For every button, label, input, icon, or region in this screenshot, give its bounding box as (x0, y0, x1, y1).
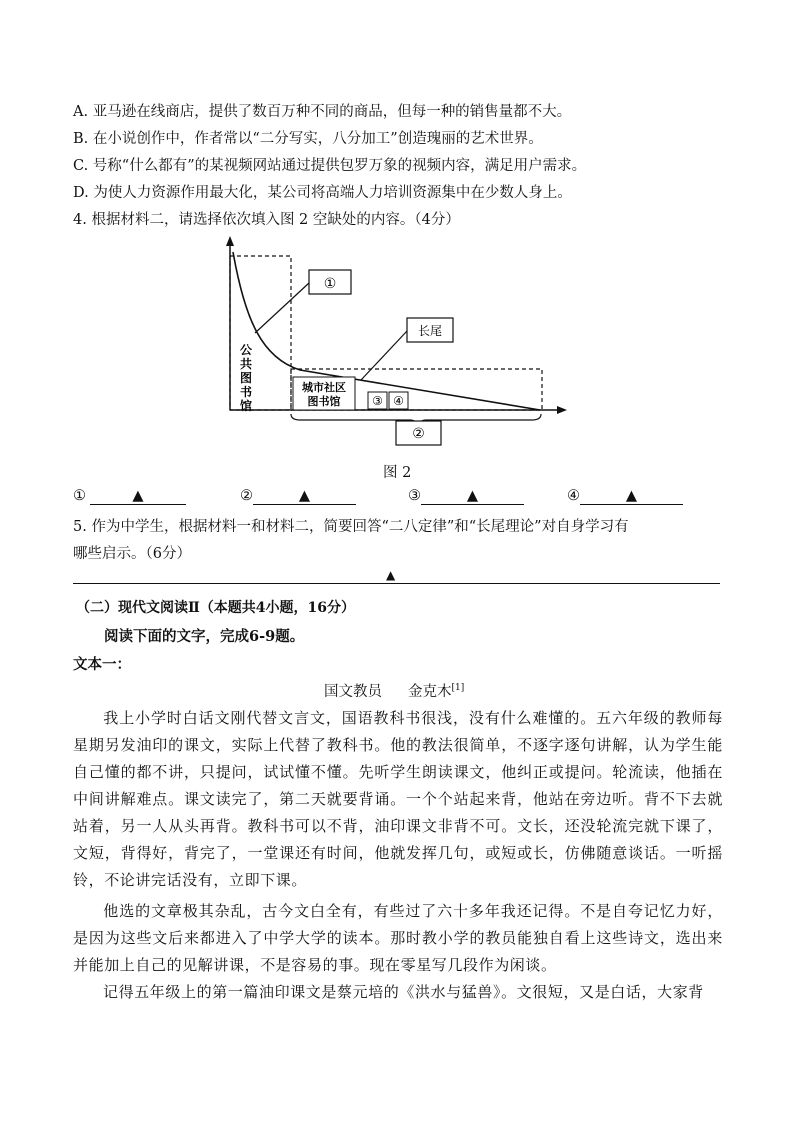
answer-3-blank[interactable] (421, 488, 524, 505)
option-a: A. 亚马逊在线商店，提供了数百万种不同的商品，但每一种的销售量都不大。 (73, 104, 572, 120)
answer-line (73, 583, 720, 584)
long-tail-label: 长尾 (417, 324, 443, 338)
answer-row-2 (240, 488, 356, 505)
long-tail-curve (233, 252, 540, 410)
paragraph-1 (73, 705, 723, 894)
text-label: 文本一： (73, 656, 131, 673)
answer-4-marker: ▲ (625, 488, 638, 504)
paragraph-1-text: 我上小学时白话文刚代替文言文，国语教科书很浅，没有什么难懂的。五六年级的教师每星期另发油印的课文，实际上代替了教科书。他的教法很简单，不逐字逐句讲解，认为学生能自己懂的都不讲，只提问，试试懂不懂。先听学生朗读课文，他纠正或提问。轮流读，他插在中间讲解难点。课文读完了，第二天就要背诵。一个个站起来背，他站在旁边听。背不下去就站着，另一人从头再背。教科书可以不背，油印课文非背不可。文长，还没轮流完就下课了，文短，背得好，背完了，一堂课还有时间，他就发挥几句，或短或长，仿佛随意谈话。一听摇铃，不论讲完话没有，立即下课。 (73, 709, 723, 889)
article-heading (324, 680, 464, 701)
figure-caption: 图 2 (383, 465, 412, 481)
question-4: 4. 根据材料二，请选择依次填入图 2 空缺处的内容。（4分） (73, 212, 460, 228)
option-c: C. 号称“什么都有”的某视频网站通过提供包罗万象的视频内容，满足用户需求。 (73, 158, 587, 174)
article-title: 国文教员 (324, 684, 382, 700)
answer-3-label: ③ (408, 488, 421, 504)
answer-1-blank[interactable] (90, 488, 186, 505)
answer-3-marker: ▲ (466, 488, 479, 504)
y-axis-arrow (226, 236, 234, 246)
paragraph-3 (73, 979, 723, 1006)
paragraph-3-text: 记得五年级上的第一篇油印课文是蔡元培的《洪水与猛兽》。文很短，又是白话，大家背 (103, 983, 704, 1001)
option-b: B. 在小说创作中，作者常以“二分写实，八分加工”创造瑰丽的艺术世界。 (73, 131, 543, 147)
pointer-line-tail (361, 331, 407, 380)
pointer-line-1 (255, 283, 309, 333)
city-lib-label-2: 图书馆 (307, 395, 341, 408)
blank-box-1-label: ① (323, 276, 337, 292)
public-lib-char-1: 公 (239, 343, 253, 357)
answer-2-blank[interactable] (253, 488, 356, 505)
question-5-line-2: 哪些启示。（6分） (73, 546, 191, 562)
section-title: （二）现代文阅读Ⅱ（本题共4小题，16分） (76, 600, 356, 616)
answer-row (73, 488, 186, 505)
paragraph-2 (73, 898, 723, 979)
answer-4-label: ④ (567, 488, 580, 504)
footnote-ref: [1] (451, 683, 465, 694)
answer-row-3 (408, 488, 524, 505)
section-instruction: 阅读下面的文字，完成6-9题。 (104, 628, 305, 645)
paragraph-2-text: 他选的文章极其杂乱，古今文白全有，有些过了六十多年我还记得。不是自夸记忆力好，是因为这些文后来都进入了中学大学的读本。那时教小学的教员能独自看上这些诗文，选出来并能加上自己的见解讲课，不是容易的事。现在零星写几段作为闲谈。 (73, 902, 723, 974)
public-lib-char-4: 书 (239, 385, 253, 399)
answer-1-label: ① (73, 488, 86, 504)
city-lib-label-1: 城市社区 (302, 381, 346, 394)
question-5-line-1: 5. 作为中学生，根据材料一和材料二，简要回答“二八定律”和“长尾理论”对自身学习有 (73, 519, 629, 535)
answer-2-marker: ▲ (298, 488, 311, 504)
public-lib-char-2: 共 (239, 357, 253, 371)
answer-4-blank[interactable] (580, 488, 683, 505)
answer-1-marker: ▲ (132, 488, 144, 504)
question-5-answer-marker[interactable]: ▲ (386, 568, 396, 582)
long-tail-figure (0, 0, 794, 460)
option-d: D. 为使人力资源作用最大化，某公司将高端人力培训资源集中在少数人身上。 (73, 185, 572, 201)
blank-box-4-label: ④ (393, 394, 404, 408)
public-lib-char-5: 馆 (239, 399, 253, 413)
answer-2-label: ② (240, 488, 253, 504)
answer-row-4 (567, 488, 683, 505)
public-lib-char-3: 图 (239, 371, 253, 385)
blank-box-2-label: ② (412, 426, 425, 442)
x-axis-arrow (557, 406, 567, 414)
blank-box-3-label: ③ (372, 394, 383, 408)
article-author: 金克木 (408, 684, 452, 700)
